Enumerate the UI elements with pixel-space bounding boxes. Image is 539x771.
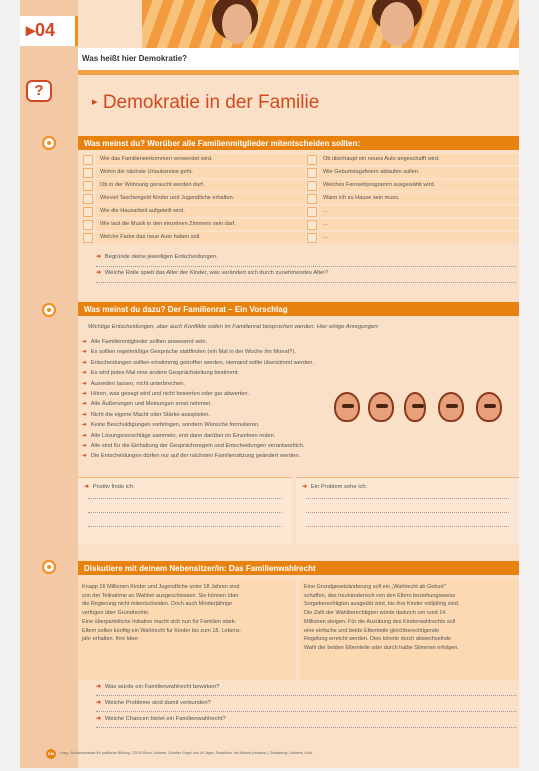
- page-number-badge: DM: [46, 749, 56, 759]
- section-bullet-icon: [42, 136, 56, 150]
- section2-intro: Wichtige Entscheidungen, aber auch Konflikte sollen im Familienrat besprochen werden. Hier einige Anregungen:: [88, 324, 380, 330]
- list-item: ➜ Entscheidungen sollten einstimmig getroffen werden, niemand sollte überstimmt werden.: [82, 359, 314, 366]
- answer-line: [96, 695, 516, 696]
- checklist-item: ...: [319, 219, 519, 230]
- checklist-row: [83, 167, 519, 179]
- problem-label: Ein Problem sehe ich:: [310, 484, 368, 490]
- checkbox[interactable]: [83, 168, 93, 178]
- checklist-item: Welche Farbe das neue Auto haben soll.: [96, 232, 305, 243]
- text-line: Eltern sollen künftig ein Wahlrecht für Kinder bis zum 18. Lebens-: [82, 627, 242, 634]
- checklist-item: Wann ich zu Hause sein muss.: [319, 193, 519, 204]
- text-line: Die Zahl der Wahlberechtigten würde dadurch um rund 14: [304, 610, 446, 617]
- checklist-item: Wie Geburtstagsfeiern ablaufen sollen.: [319, 167, 519, 178]
- prompt: ➜ Welche Probleme sind damit verbunden?: [96, 700, 211, 706]
- checklist-item: ...: [319, 206, 519, 217]
- checkbox[interactable]: [83, 181, 93, 191]
- list-item: ➜ Alle Familienmitglieder sollten anwesend sein.: [82, 339, 208, 345]
- question-icon: ?: [26, 80, 52, 102]
- checklist-item: Wie laut die Musik in den einzelnen Zimmern sein darf.: [96, 219, 305, 230]
- checklist-row: [83, 206, 519, 218]
- section2-header: Was meinst du dazu? Der Familienrat – Ein Vorschlag: [78, 302, 519, 316]
- list-item: ➜ Alle Äußerungen und Meinungen ernst nehmen.: [82, 401, 212, 408]
- checklist-item: Ob in der Wohnung geraucht werden darf.: [96, 180, 305, 191]
- topic-title: Was heißt hier Demokratie?: [82, 54, 188, 63]
- checklist-item: ...: [319, 232, 519, 243]
- text-line: eine einfache und beide Elternteile gleichberechtigende: [304, 627, 440, 634]
- text-line: verfügen über Grundrechte.: [82, 610, 150, 617]
- header-photo: [142, 0, 519, 48]
- header-rule: [78, 70, 519, 75]
- list-item: ➜ Es wird jedes Mal eine andere Gesprächsleitung bestimmt.: [82, 370, 240, 377]
- problem-box: ➜ Ein Problem sehe ich:: [296, 477, 519, 544]
- answer-line: [96, 711, 516, 712]
- checklist-row: [83, 193, 519, 205]
- section3-header: Diskutiere mit deinem Nebensitzer/in: Das Familienwahlrecht: [78, 561, 519, 575]
- text-line: die Regierung nicht mitentscheiden. Doch auch Minderjährige: [82, 601, 233, 608]
- checkbox[interactable]: [307, 155, 317, 165]
- text-line: Regelung erreicht werden. Dies könnte durch abwechselnde: [304, 636, 452, 643]
- checklist-item: Wohin die nächste Urlaubsreise geht.: [96, 167, 305, 178]
- answer-line: [96, 282, 516, 283]
- checkbox[interactable]: [307, 181, 317, 191]
- list-item: ➜ Ausreden lassen, nicht unterbrechen.: [82, 380, 185, 387]
- left-margin-strip: [20, 0, 78, 768]
- topic-header: [78, 48, 519, 70]
- prompt: ➜ Welche Rolle spielt das Alter der Kinder, was verändert sich durch zunehmendes Alter?: [96, 270, 329, 276]
- left-text-column: [78, 579, 296, 680]
- checklist-item: Wie das Familieneinkommen verwendet wird.: [96, 154, 305, 165]
- checkbox[interactable]: [307, 233, 317, 243]
- checklist-row: [83, 232, 519, 244]
- checkbox[interactable]: [307, 207, 317, 217]
- checklist-item: Ob überhaupt ein neues Auto angeschafft wird.: [319, 154, 519, 165]
- right-text-column: [300, 579, 519, 680]
- checklist-row: [83, 154, 519, 166]
- text-line: jahr erhalten. Ihre Idee:: [82, 636, 139, 643]
- checkbox[interactable]: [83, 207, 93, 217]
- text-line: schaffen, das treuhänderisch von den Eltern beziehungsweise: [304, 592, 456, 599]
- positive-label: Positiv finde ich:: [92, 484, 135, 490]
- list-item: ➜ Hören, was gesagt wird und nicht bewerten oder gar abwerten.: [82, 391, 250, 397]
- section-bullet-icon: [42, 303, 56, 317]
- text-line: Knapp 16 Millionen Kinder und Jugendliche unter 18 Jahren sind: [82, 584, 240, 590]
- checklist-item: Wie die Hausarbeit aufgeteilt wird.: [96, 206, 305, 217]
- checkbox[interactable]: [83, 194, 93, 204]
- text-line: Eine überparteiliche Initiative macht sich nun für Familien stark:: [82, 618, 237, 625]
- list-item: ➜ Keine Beschuldigungen vorbringen, sondern Wünsche formulieren.: [82, 422, 260, 429]
- checklist-row: [83, 180, 519, 192]
- checkbox[interactable]: [307, 220, 317, 230]
- section-bullet-icon: [42, 560, 56, 574]
- prompt: ➜ Begründe deine jeweiligen Entscheidungen.: [96, 254, 218, 260]
- checkbox[interactable]: [83, 155, 93, 165]
- prompt: ➜ Welche Chancen bietet ein Familienwahlrecht?: [96, 716, 226, 722]
- list-item: ➜ Es sollten regelmäßige Gespräche stattfinden (ein Mal in der Woche /im Monat?).: [82, 349, 296, 356]
- checkbox[interactable]: [83, 233, 93, 243]
- checkbox[interactable]: [307, 194, 317, 204]
- footer-credits: Hrsg.: Bundeszentrale für politische Bildung, ©2010 Bonn. Autoren: Günther Gugel und Uli Jäger. Redaktion: Iris Möckel (verantw.). Gestaltung: Leitwerk, Köln.: [60, 751, 313, 755]
- text-line: von der Teilnahme an Wahlen ausgeschlossen. Sie können über: [82, 592, 239, 599]
- prompt: ➜ Was würde ein Familienwahlrecht bewirken?: [96, 684, 220, 690]
- text-line: Millionen steigen. Für die Ausübung des Kinderwahlrechts soll: [304, 618, 456, 625]
- puppet-illustration: [334, 392, 512, 426]
- worksheet-page: [20, 0, 519, 768]
- text-line: Wahl der beiden Elternteile oder durch halbe Stimmen erfolgen.: [304, 644, 459, 651]
- section1-header: Was meinst du? Worüber alle Familienmitglieder mitentscheiden sollten:: [78, 136, 519, 150]
- checklist-row: [83, 219, 519, 231]
- positive-box: ➜ Positiv finde ich:: [78, 477, 292, 544]
- list-item: ➜ Nicht die eigene Macht oder Stärke ausspielen.: [82, 411, 210, 418]
- answer-line: [96, 727, 516, 728]
- checkbox[interactable]: [307, 168, 317, 178]
- checkbox[interactable]: [83, 220, 93, 230]
- list-item: ➜ Alle Lösungsvorschläge sammeln, erst dann darüber im Einzelnen reden.: [82, 432, 276, 439]
- answer-line: [96, 266, 516, 267]
- chapter-tab: [20, 16, 78, 46]
- checklist-item: Welches Fernsehprogramm ausgewählt wird.: [319, 180, 519, 191]
- text-line: Eine Grundgesetzänderung soll ein „Wahlrecht ab Geburt": [304, 584, 446, 590]
- chapter-number: ▸04: [26, 20, 56, 40]
- list-item: ➜ Die Entscheidungen dürfen nur auf der nächsten Familiensitzung geändert werden.: [82, 453, 301, 460]
- list-item: ➜ Alle sind für die Einhaltung der Gesprächsregeln und Entscheidungen verantwortlich.: [82, 443, 305, 449]
- text-line: Sorgeberechtigten ausgeübt wird, bis ihre Kinder volljährig sind.: [304, 601, 460, 608]
- checklist-item: Wieviel Taschengeld Kinder und Jugendliche erhalten.: [96, 193, 305, 204]
- page-title: ▸ Demokratie in der Familie: [92, 92, 320, 113]
